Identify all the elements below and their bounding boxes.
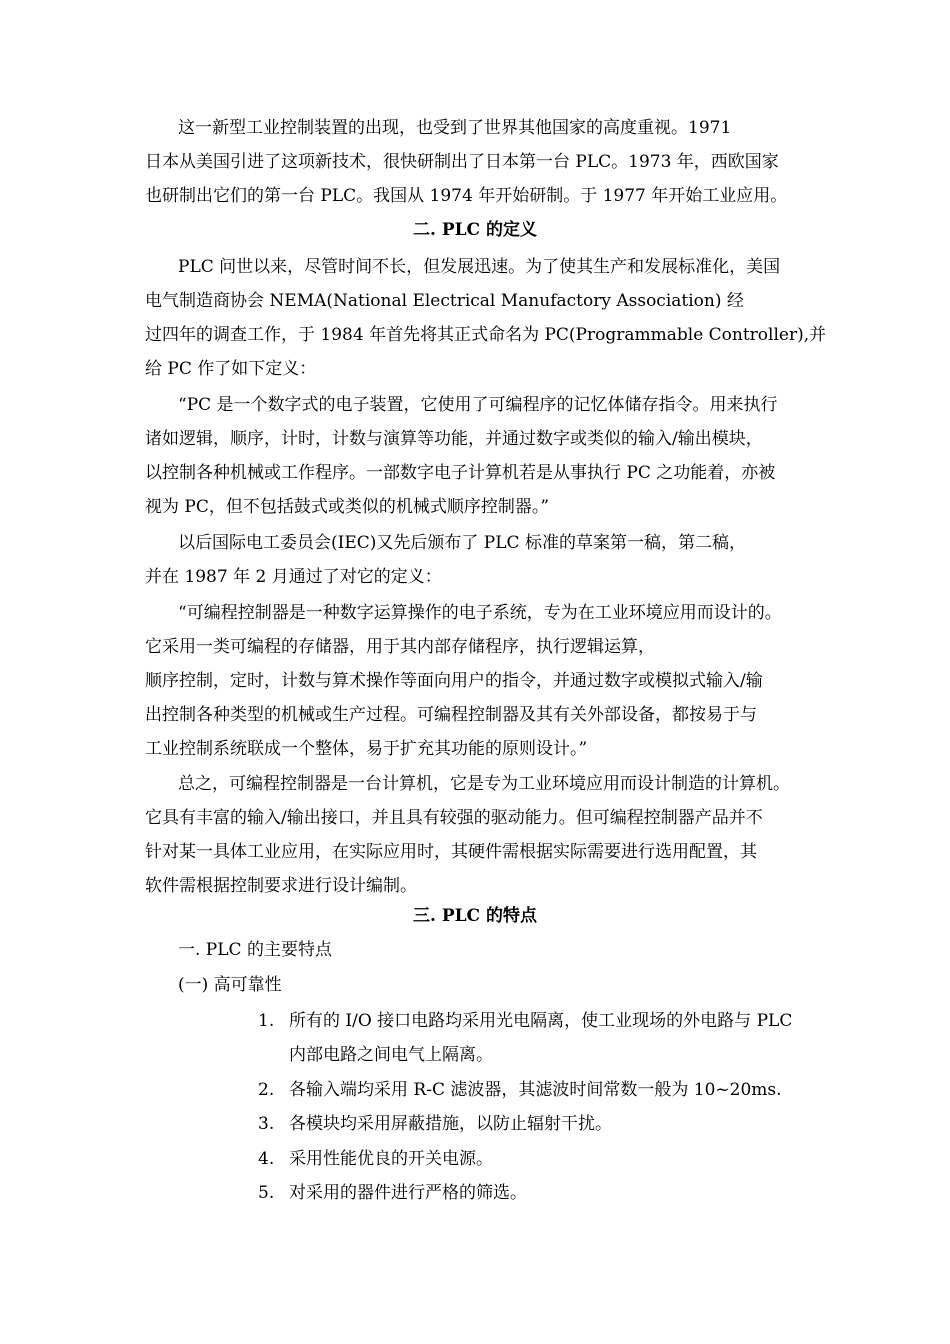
subheading-high-reliability: (一) 高可靠性 (178, 975, 282, 995)
iec-paragraph-line-1: 以后国际电工委员会(IEC)又先后颁布了 PLC 标准的草案第一稿，第二稿， (178, 533, 746, 553)
definition-paragraph-line-2: 电气制造商协会 NEMA(National Electrical Manufactory Association) 经 (145, 291, 744, 311)
list-item-text: 对采用的器件进行严格的筛选。 (289, 1183, 527, 1203)
list-item-text: 采用性能优良的开关电源。 (289, 1149, 493, 1169)
section-heading-features: 三. PLC 的特点 (412, 906, 538, 926)
summary-paragraph-line-2: 它具有丰富的输入/输出接口，并且具有较强的驱动能力。但可编程控制器产品并不 (145, 808, 763, 828)
list-item-number: 1. (258, 1011, 275, 1031)
iec-quote-line-5: 工业控制系统联成一个整体，易于扩充其功能的原则设计。” (145, 739, 588, 759)
iec-quote-line-1: “可编程控制器是一种数字运算操作的电子系统，专为在工业环境应用而设计的。 (178, 603, 782, 623)
iec-quote-line-4: 出控制各种类型的机械或生产过程。可编程控制器及其有关外部设备，都按易于与 (145, 705, 757, 725)
iec-quote-line-3: 顺序控制，定时，计数与算术操作等面向用户的指令，并通过数字或模拟式输入/输 (145, 671, 763, 691)
list-item-number: 4. (258, 1149, 275, 1169)
section-heading-definition: 二. PLC 的定义 (412, 220, 538, 240)
list-item-number: 3. (258, 1114, 275, 1134)
nema-quote-line-4: 视为 PC，但不包括鼓式或类似的机械式顺序控制器。” (145, 497, 550, 517)
nema-quote-line-3: 以控制各种机械或工作程序。一部数字电子计算机若是从事执行 PC 之功能着，亦被 (145, 463, 776, 483)
definition-paragraph-line-1: PLC 问世以来，尽管时间不长，但发展迅速。为了使其生产和发展标准化，美国 (178, 257, 781, 277)
summary-paragraph-line-3: 针对某一具体工业应用，在实际应用时，其硬件需根据实际需要进行选用配置，其 (145, 842, 757, 862)
intro-line-2: 日本从美国引进了这项新技术，很快研制出了日本第一台 PLC。1973 年，西欧国家 (145, 152, 779, 172)
definition-paragraph-line-4: 给 PC 作了如下定义： (145, 359, 317, 379)
definition-paragraph-line-3: 过四年的调查工作，于 1984 年首先将其正式命名为 PC(Programmable Controller),并 (145, 325, 827, 345)
nema-quote-line-2: 诸如逻辑，顺序，计时，计数与演算等功能，并通过数字或类似的输入/输出模块， (145, 429, 763, 449)
intro-line-3: 也研制出它们的第一台 PLC。我国从 1974 年开始研制。于 1977 年开始工业应用。 (145, 186, 788, 206)
summary-paragraph-line-4: 软件需根据控制要求进行设计编制。 (145, 876, 417, 896)
list-item-number: 2. (258, 1080, 275, 1100)
summary-paragraph-line-1: 总之，可编程控制器是一台计算机，它是专为工业环境应用而设计制造的计算机。 (178, 774, 790, 794)
intro-line-1: 这一新型工业控制装置的出现，也受到了世界其他国家的高度重视。1971 (178, 118, 732, 138)
list-item-number: 5. (258, 1183, 275, 1203)
list-item-text: 各模块均采用屏蔽措施，以防止辐射干扰。 (289, 1114, 612, 1134)
nema-quote-line-1: “PC 是一个数字式的电子装置，它使用了可编程序的记忆体储存指令。用来执行 (178, 395, 778, 415)
list-item-text: 所有的 I/O 接口电路均采用光电隔离，使工业现场的外电路与 PLC (289, 1011, 793, 1031)
iec-quote-line-2: 它采用一类可编程的存储器，用于其内部存储程序，执行逻辑运算， (145, 637, 655, 657)
list-item-text: 各输入端均采用 R-C 滤波器，其滤波时间常数一般为 10~20ms. (289, 1080, 782, 1100)
iec-paragraph-line-2: 并在 1987 年 2 月通过了对它的定义： (145, 567, 442, 587)
subheading-main-features: 一. PLC 的主要特点 (178, 940, 332, 960)
list-item-text-continued: 内部电路之间电气上隔离。 (289, 1045, 493, 1065)
